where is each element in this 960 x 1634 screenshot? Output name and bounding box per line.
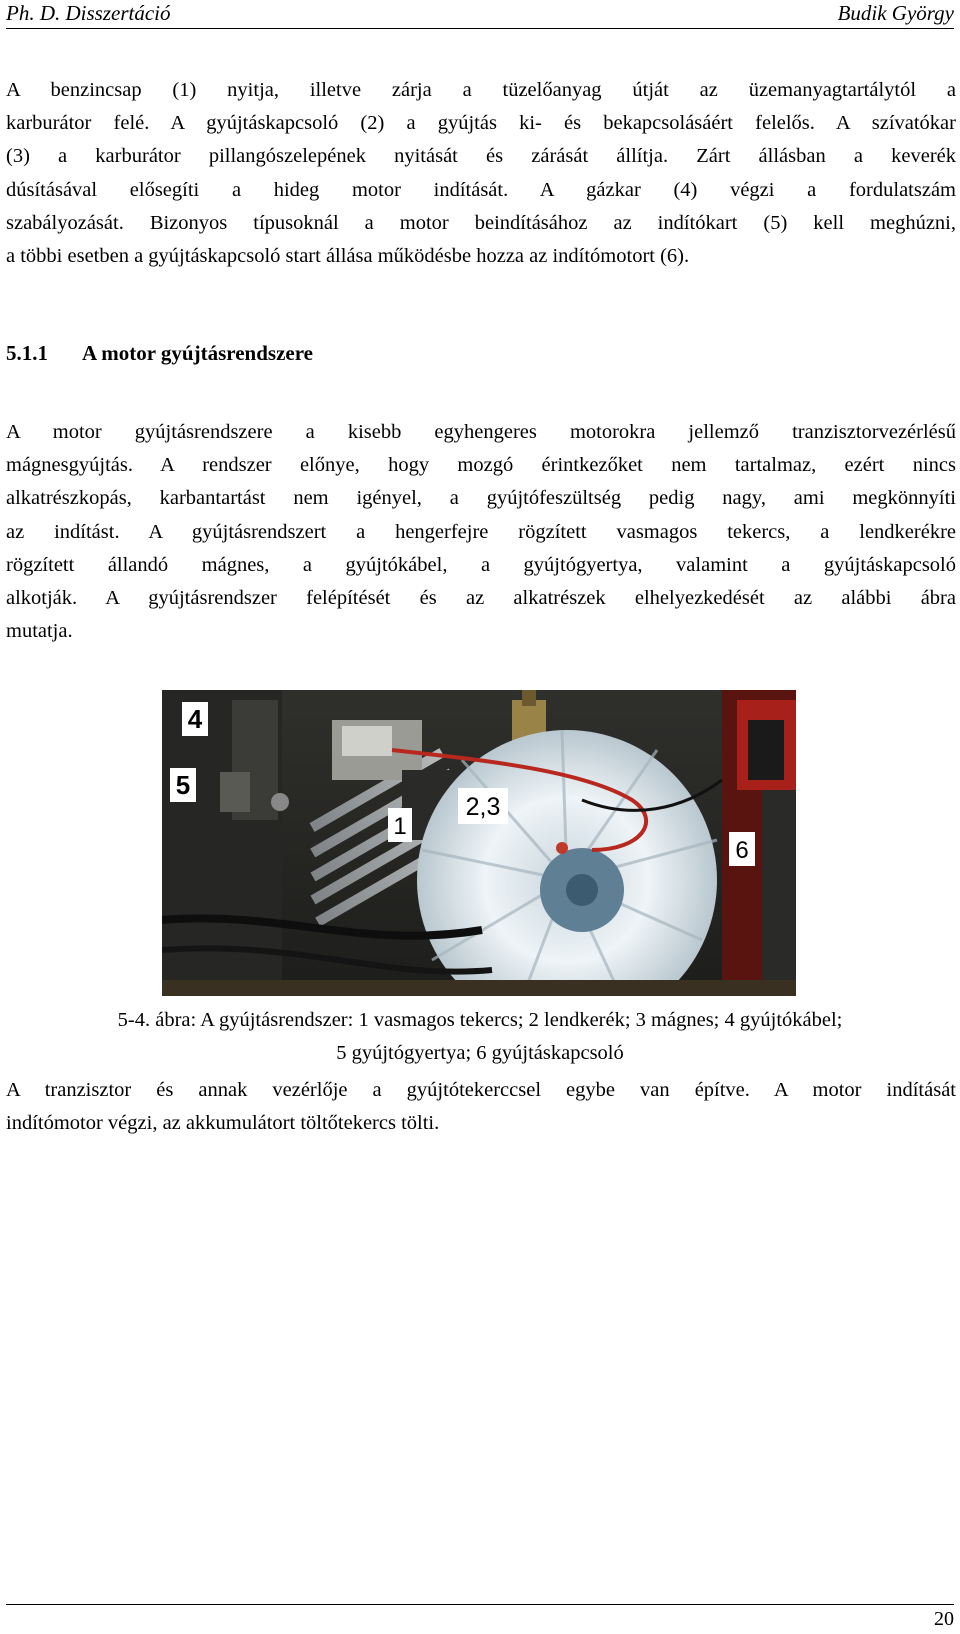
caption-line: 5-4. ábra: A gyújtásrendszer: 1 vasmagos tekercs; 2 lendkerék; 3 mágnes; 4 gyújtókábel; bbox=[117, 1009, 843, 1031]
page-footer bbox=[6, 1604, 954, 1634]
caption-line: 5 gyújtógyertya; 6 gyújtáskapcsoló bbox=[336, 1042, 624, 1065]
ignition-system-photo bbox=[162, 690, 796, 996]
paragraph-fuel-controls bbox=[6, 74, 956, 273]
figure-caption bbox=[0, 1004, 960, 1070]
text-line: alkotják. A gyújtásrendszer felépítését és az alkatrészek elhelyezkedését az alábbi ábra bbox=[6, 587, 956, 610]
text-line: A benzincsap (1) nyitja, illetve zárja a tüzelőanyag útját az üzemanyagtartálytól a bbox=[6, 79, 956, 101]
figure-label-2-3: 2,3 bbox=[465, 793, 501, 821]
figure-label-6: 6 bbox=[735, 837, 749, 864]
page-number: 20 bbox=[934, 1608, 954, 1630]
text-line: (3) a karburátor pillangószelepének nyitását és zárását állítja. Zárt állásban a keverék bbox=[6, 145, 956, 168]
figure-label-1: 1 bbox=[393, 813, 407, 840]
section-number: 5.1.1 bbox=[6, 341, 48, 365]
text-line: szabályozását. Bizonyos típusoknál a motor beindításához az indítókart (5) kell meghúzni, bbox=[6, 211, 956, 234]
text-line: az indítást. A gyújtásrendszert a hengerfejre rögzített vasmagos tekercs, a lendkerékre bbox=[6, 520, 956, 543]
text-line: dúsításával elősegíti a hideg motor indítását. A gázkar (4) végzi a fordulatszám bbox=[6, 178, 956, 201]
text-line: indítómotor végzi, az akkumulátort töltőtekercs tölti. bbox=[6, 1112, 440, 1135]
text-line: a többi esetben a gyújtáskapcsoló start állása működésbe hozza az indítómotort (6). bbox=[6, 245, 690, 268]
text-line: alkatrészkopás, karbantartást nem igényel, a gyújtófeszültség pedig nagy, ami megkönnyíti bbox=[6, 487, 956, 510]
paragraph-ignition-system bbox=[6, 416, 956, 648]
text-line: A tranzisztor és annak vezérlője a gyújtótekerccsel egybe van építve. A motor indítását bbox=[6, 1079, 956, 1101]
page-header bbox=[6, 0, 954, 29]
text-line: A motor gyújtásrendszere a kisebb egyhengeres motorokra jellemző tranzisztorvezérlésű bbox=[6, 421, 956, 443]
header-author: Budik György bbox=[837, 1, 954, 25]
header-document-type: Ph. D. Disszertáció bbox=[6, 1, 171, 25]
text-line: mágnesgyújtás. A rendszer előnye, hogy mozgó érintkezőket nem tartalmaz, ezért nincs bbox=[6, 454, 956, 477]
section-title: A motor gyújtásrendszere bbox=[82, 341, 313, 365]
figure-label-5: 5 bbox=[175, 770, 191, 800]
text-line: karburátor felé. A gyújtáskapcsoló (2) a gyújtás ki- és bekapcsolásáért felelős. A szívatókar bbox=[6, 112, 956, 135]
paragraph-transistor bbox=[6, 1074, 956, 1140]
text-line: mutatja. bbox=[6, 620, 73, 643]
figure-label-4: 4 bbox=[187, 704, 203, 734]
text-line: rögzített állandó mágnes, a gyújtókábel, a gyújtógyertya, valamint a gyújtáskapcsoló bbox=[6, 553, 956, 576]
section-heading bbox=[6, 340, 313, 366]
